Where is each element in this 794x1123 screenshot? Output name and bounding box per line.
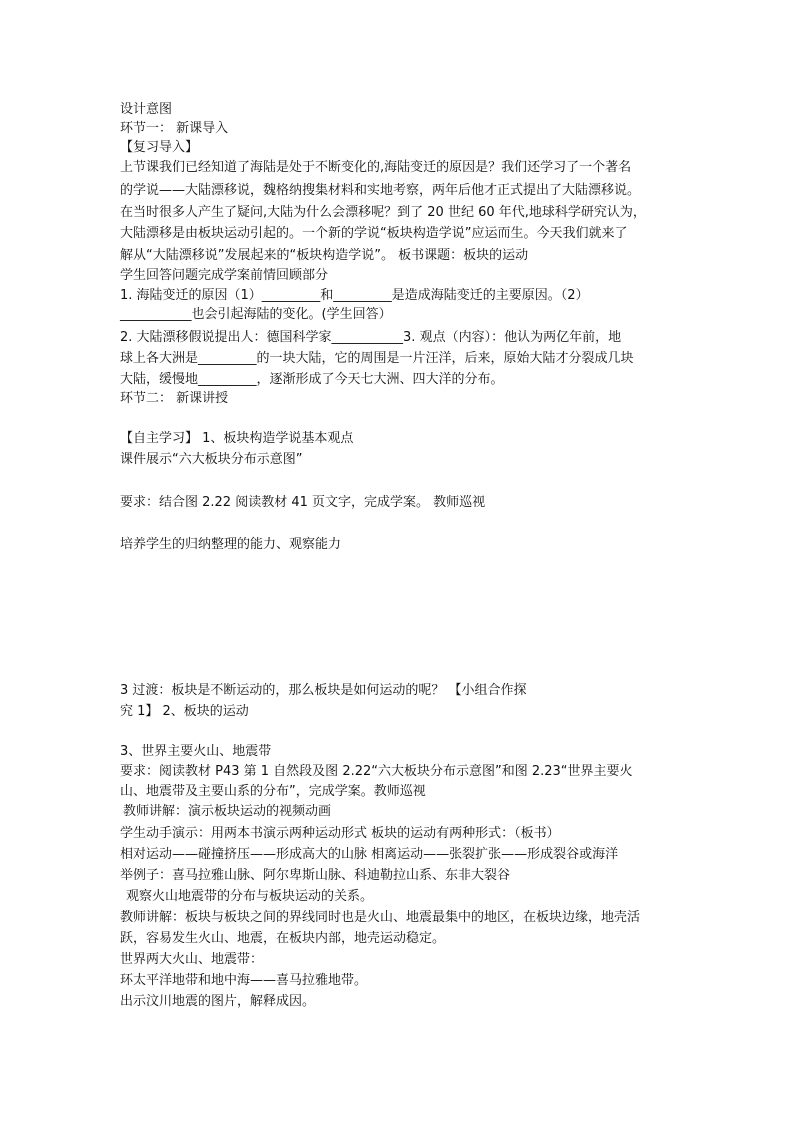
question-line: 球上各大洲是_________的一块大陆，它的周围是一片汪洋，后来，原始大陆才分裂成几块 [120,351,634,366]
paragraph-line: 上节课我们已经知道了海陆是处于不断变化的,海陆变迁的原因是？我们还学习了一个著名 [120,160,632,175]
paragraph-line: 跃，容易发生火山、地震，在板块内部，地壳运动稳定。 [120,931,446,946]
paragraph-line: 要求：阅读教材 P43 第 1 自然段及图 2.22“六大板块分布示意图”和图 2.23“世界主要火 [120,764,633,779]
transition-line: 究 1】 2、板块的运动 [120,704,249,719]
paragraph-line: 观察火山地震带的分布与板块运动的关系。 [126,889,374,904]
review-intro-label: 【复习导入】 [120,140,199,155]
paragraph-line: 学生回答问题完成学案前情回顾部分 [120,268,329,283]
paragraph-line: 课件展示“六大板块分布示意图” [120,452,303,467]
question-line: 1. 海陆变迁的原因（1）_________和_________是造成海陆变迁的主要原因。（2） [120,288,589,303]
section-one-title: 环节一： 新课导入 [120,121,229,136]
heading-design-intent: 设计意图 [120,102,173,117]
self-study-heading: 【自主学习】 1、板块构造学说基本观点 [120,431,354,446]
paragraph-line: 环太平洋地带和地中海——喜马拉雅地带。 [120,973,368,988]
paragraph-line: 举例子：喜马拉雅山脉、阿尔卑斯山脉、科迪勒拉山系、东非大裂谷 [120,868,511,883]
paragraph-line: 大陆漂移是由板块运动引起的。一个新的学说“板块构造学说”应运而生。今天我们就来了 [120,226,628,241]
paragraph-line: 教师讲解：板块与板块之间的界线同时也是火山、地震最集中的地区，在板块边缘，地壳活 [120,910,641,925]
section-two-title: 环节二： 新课讲授 [120,391,229,406]
paragraph-line: 在当时很多人产生了疑问,大陆为什么会漂移呢？到了 20 世纪 60 年代,地球科学研究认为， [120,205,646,220]
paragraph-line: 培养学生的归纳整理的能力、观察能力 [120,537,342,552]
paragraph-line: 出示汶川地震的图片，解释成因。 [120,994,316,1009]
paragraph-line: 世界两大火山、地震带： [120,952,264,967]
paragraph-line: 要求：结合图 2.22 阅读教材 41 页文字，完成学案。 教师巡视 [120,495,486,510]
paragraph-line: 山、地震带及主要山系的分布”，完成学案。教师巡视 [120,784,426,799]
paragraph-line: 相对运动——碰撞挤压——形成高大的山脉 相离运动——张裂扩张——形成裂谷或海洋 [120,847,619,862]
paragraph-line: 的学说——大陆漂移说，魏格纳搜集材料和实地考察，两年后他才正式提出了大陆漂移说。 [120,183,641,198]
question-line: 大陆，缓慢地_________，逐渐形成了今天七大洲、四大洋的分布。 [120,372,504,387]
question-line: ___________也会引起海陆的变化。(学生回答） [120,307,392,322]
paragraph-line: 教师讲解：演示板块运动的视频动画 [123,804,332,819]
transition-line: 3 过渡：板块是不断运动的，那么板块是如何运动的呢？ 【小组合作探 [120,683,527,698]
paragraph-line: 学生动手演示：用两本书演示两种运动形式 板块的运动有两种形式：（板书） [120,826,560,841]
subsection-heading: 3、世界主要火山、地震带 [120,744,272,759]
paragraph-line: 解从“大陆漂移说”发展起来的“板块构造学说”。 板书课题：板块的运动 [120,248,529,263]
question-line: 2. 大陆漂移假说提出人：德国科学家___________3. 观点（内容）：他认为两亿年前，地 [120,330,622,345]
